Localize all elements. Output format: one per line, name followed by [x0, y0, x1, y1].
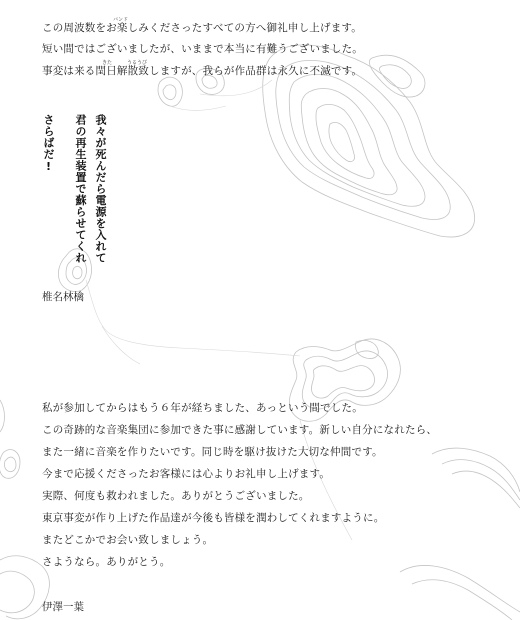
- message2-line-6: 東京事変が作り上げた作品達が今後も皆様を潤わしてくれますように。: [42, 512, 385, 524]
- contour-islet-1: [158, 77, 182, 106]
- ruby-kita: きた: [102, 60, 113, 66]
- signature-2: 伊澤一葉: [42, 601, 84, 613]
- ruby-uruubi: うるうび: [127, 60, 148, 66]
- message2-line-1: 私が参加してからはもう６年が経ちました、あっという間でした。: [42, 402, 363, 414]
- vertical-line-2: 君の再生装置で蘇らせてくれ: [74, 114, 87, 264]
- ruby-band: バンド: [113, 17, 129, 23]
- message2-line-5: 実際、何度も救われました。ありがとうございました。: [42, 490, 310, 502]
- message2-line-7: またどこかでお会い致しましょう。: [42, 534, 214, 546]
- message2-line-4: 今まで応援くださったお客様には心よりお礼申し上げます。: [42, 468, 331, 480]
- vertical-line-1: 我々が死んだら電源を入れて: [94, 114, 107, 264]
- contour-islet-bottom-left: [0, 450, 20, 479]
- message2-line-3: また一緒に音楽を作りたいです。同じ時を駆け抜けた大切な仲間です。: [42, 446, 383, 458]
- message2-line-2: この奇跡的な音楽集団に参加できた事に感謝しています。新しい自分になれたら、: [42, 424, 438, 436]
- contour-coast-bottom-right: [432, 448, 520, 492]
- message1-line-1: この周波数をお楽しみくださったすべての方へ御礼申し上げます。: [42, 22, 362, 34]
- message1-line-2: 短い間ではございましたが、いままで本当に有難うございました。: [42, 43, 363, 55]
- message2-line-8: さようなら。ありがとう。: [42, 556, 171, 568]
- signature-1: 椎名林檎: [42, 291, 84, 303]
- vertical-line-3: さらばだ!: [42, 114, 55, 174]
- message1-line-3: 事変は来る閏日解散致しますが、我らが作品群は永久に不滅です。: [42, 65, 363, 77]
